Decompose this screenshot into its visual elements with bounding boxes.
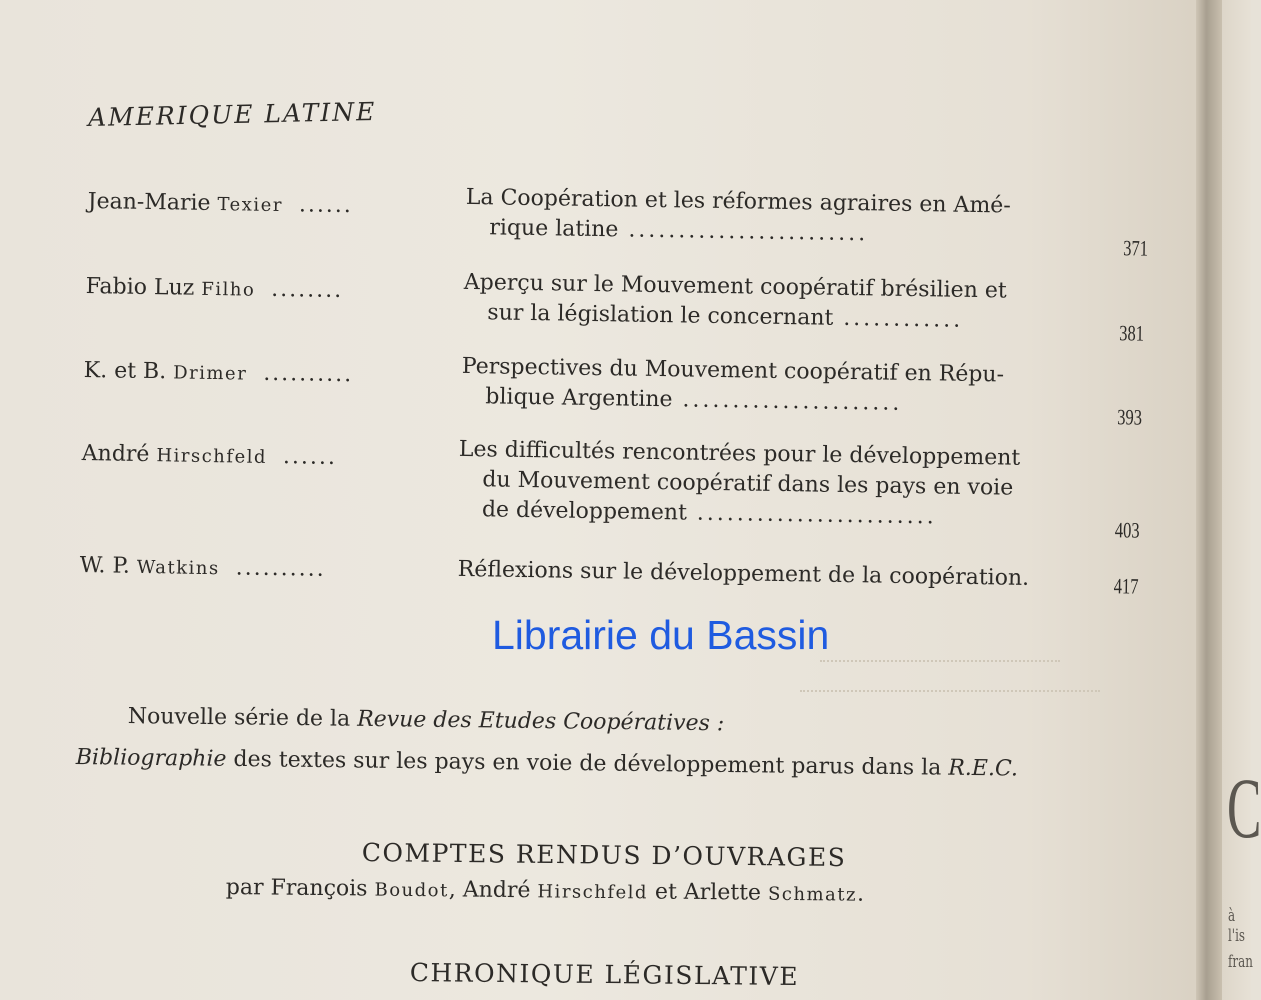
toc-entry [80, 438, 1162, 565]
entry-author: K. et B. Drimer .......... [83, 357, 354, 388]
author-surname: Watkins [136, 556, 220, 580]
author-surname: Texier [217, 194, 284, 217]
serie-line-1: Nouvelle série de la Revue des Etudes Coopératives : [127, 704, 725, 737]
entry-title-line: de développement ........................ [481, 497, 937, 530]
entry-title-line: sur la législation le concernant ............ [487, 300, 964, 333]
comptes-rendus-authors: par François Boudot, André Hirschfeld et Arlette Schmatz. [225, 875, 865, 907]
entry-title-line: blique Argentine ...................... [485, 384, 903, 416]
show-through-text [800, 690, 1100, 700]
entry-title-line: Réflexions sur le développement de la coopération. [457, 556, 1030, 591]
entry-page-number: 417 [1113, 573, 1139, 599]
toc-entry [87, 186, 1168, 283]
entry-title-line: Les difficultés rencontrées pour le développement [458, 436, 1021, 471]
right-page-letter: C [1227, 760, 1261, 856]
entry-page-number: 393 [1117, 404, 1143, 430]
serie-line-2: Bibliographie des textes sur les pays en voie de développement parus dans la R.E.C. [75, 745, 1019, 782]
entry-page-number: 371 [1123, 235, 1149, 261]
right-page-text: fran [1228, 952, 1253, 972]
entry-author: W. P. Watkins .......... [79, 552, 326, 582]
entry-page-number: 381 [1119, 320, 1145, 346]
right-page-text: à l'is [1228, 906, 1245, 946]
entry-title-line: du Mouvement coopératif dans les pays en voie [482, 467, 1014, 501]
entry-page-number: 403 [1114, 517, 1140, 543]
entry-author: Jean-Marie Texier ...... [87, 188, 354, 219]
author-surname: Filho [201, 278, 256, 301]
entry-author: André Hirschfeld ...... [81, 440, 338, 471]
entry-title-line: La Coopération et les réformes agraires en Amé- [465, 184, 1011, 219]
author-surname: Drimer [173, 362, 248, 385]
entry-title-line: rique latine ........................ [489, 215, 869, 247]
show-through-text [820, 660, 1060, 670]
chronique-heading: CHRONIQUE LÉGISLATIVE [409, 958, 800, 992]
comptes-rendus-heading: COMPTES RENDUS D’OUVRAGES [361, 838, 847, 873]
entry-author: Fabio Luz Filho ........ [85, 273, 344, 304]
author-surname: Hirschfeld [156, 445, 268, 468]
section-title: AMERIQUE LATINE [87, 96, 377, 133]
entry-title-line: Perspectives du Mouvement coopératif en Répu- [461, 353, 1005, 388]
watermark: Librairie du Bassin [492, 612, 830, 658]
book-gutter [1196, 0, 1222, 1000]
entry-title-line: Aperçu sur le Mouvement coopératif brésilien et [463, 269, 1007, 304]
